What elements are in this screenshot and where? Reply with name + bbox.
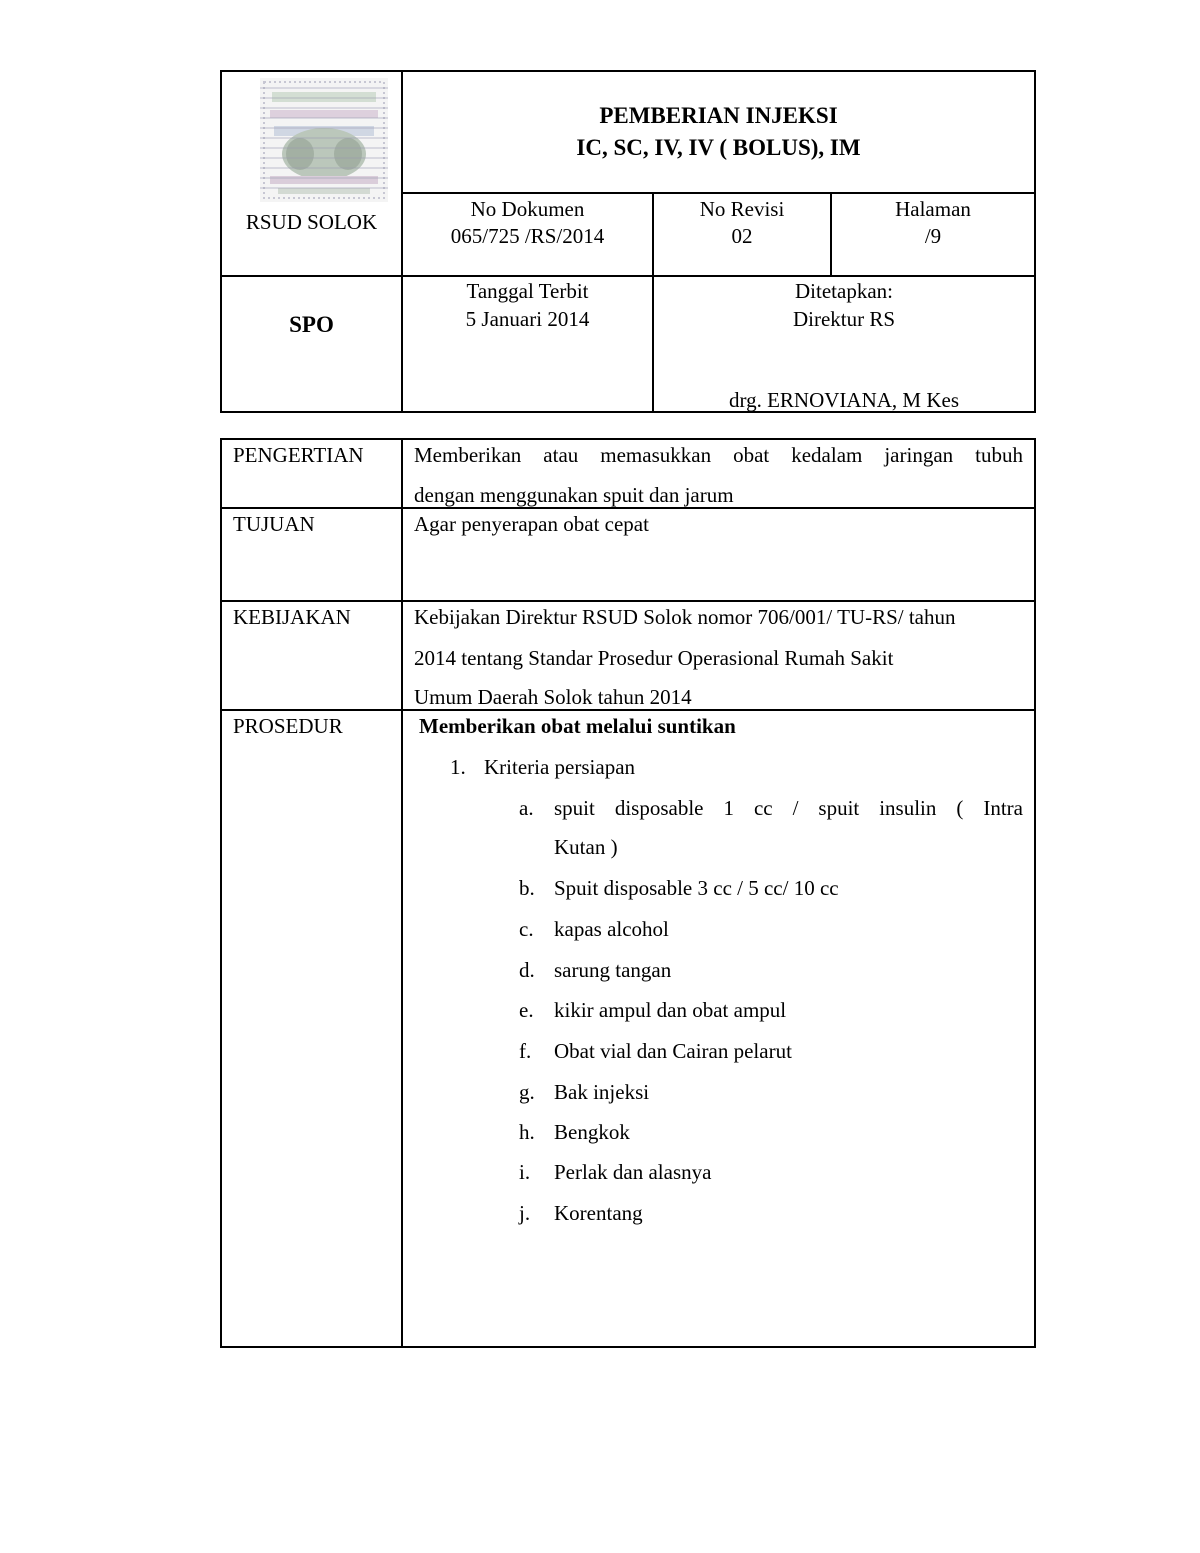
kebijakan-line3: Umum Daerah Solok tahun 2014: [414, 685, 692, 709]
institution-name: RSUD SOLOK: [245, 210, 378, 234]
list-item-letter: i.: [519, 1160, 531, 1184]
doc-title-line1: PEMBERIAN INJEKSI: [599, 103, 838, 128]
header-border-right: [1034, 70, 1036, 413]
kebijakan-line2: 2014 tentang Standar Prosedur Operasional Rumah Sakit: [414, 646, 894, 670]
body-divider-col: [401, 438, 403, 1348]
list-item-letter: j.: [519, 1201, 531, 1225]
list-item: Korentang: [554, 1201, 643, 1225]
body-border-right: [1034, 438, 1036, 1348]
list-item: sarung tangan: [554, 958, 672, 982]
tujuan-text: Agar penyerapan obat cepat: [414, 512, 649, 536]
pengertian-line2: dengan menggunakan spuit dan jarum: [414, 483, 734, 507]
issue-date-label: Tanggal Terbit: [466, 279, 589, 303]
list-item: spuit disposable 1 cc / spuit insulin ( Intra: [554, 796, 1023, 820]
list-item: Bengkok: [554, 1120, 630, 1144]
list-item-letter: a.: [519, 796, 534, 820]
doc-title-line2: IC, SC, IV, IV ( BOLUS), IM: [576, 135, 861, 160]
list-item: Obat vial dan Cairan pelarut: [554, 1039, 792, 1063]
list-item: kapas alcohol: [554, 917, 669, 941]
established-label: Ditetapkan:: [795, 279, 893, 303]
body-border-left: [220, 438, 222, 1348]
row-divider-1: [220, 507, 1036, 509]
hospital-logo-icon: [260, 78, 388, 202]
row-divider-2: [220, 600, 1036, 602]
list-item: Perlak dan alasnya: [554, 1160, 712, 1184]
issue-date-value: 5 Januari 2014: [465, 307, 590, 331]
kebijakan-line1: Kebijakan Direktur RSUD Solok nomor 706/001/ TU-RS/ tahun: [414, 605, 956, 629]
body-border-bottom: [220, 1346, 1036, 1348]
doc-number-value: 065/725 /RS/2014: [450, 224, 605, 248]
header-divider-mid: [220, 275, 1036, 277]
revision-value: 02: [731, 224, 753, 248]
revision-label: No Revisi: [699, 197, 785, 221]
list-item: Bak injeksi: [554, 1080, 650, 1104]
kebijakan-label: KEBIJAKAN: [233, 605, 351, 629]
list-item-letter: f.: [519, 1039, 532, 1063]
header-divider-title: [401, 192, 1036, 194]
header-border-left: [220, 70, 222, 413]
list-item-letter: h.: [519, 1120, 535, 1144]
prosedur-heading: Memberikan obat melalui suntikan: [419, 714, 736, 738]
prosedur-label: PROSEDUR: [233, 714, 343, 738]
list-item-continuation: Kutan ): [554, 835, 618, 859]
doc-number-label: No Dokumen: [470, 197, 585, 221]
pengertian-line1: Memberikan atau memasukkan obat kedalam jaringan tubuh: [414, 443, 1023, 467]
body-border-top: [220, 438, 1036, 440]
list-item-letter: b.: [519, 876, 535, 900]
list-item-letter: c.: [519, 917, 534, 941]
step-number: 1.: [450, 755, 466, 779]
page-value: /9: [924, 224, 942, 248]
row-divider-3: [220, 709, 1036, 711]
list-item-letter: e.: [519, 998, 534, 1022]
established-value: Direktur RS: [792, 307, 896, 331]
header-border-top: [220, 70, 1036, 72]
pengertian-label: PENGERTIAN: [233, 443, 364, 467]
list-item: Spuit disposable 3 cc / 5 cc/ 10 cc: [554, 876, 839, 900]
list-item-letter: g.: [519, 1080, 535, 1104]
step-text: Kriteria persiapan: [484, 755, 636, 779]
tujuan-label: TUJUAN: [233, 512, 315, 536]
page-label: Halaman: [895, 197, 971, 221]
list-item: kikir ampul dan obat ampul: [554, 998, 787, 1022]
signer-name: drg. ERNOVIANA, M Kes: [728, 388, 959, 412]
spo-label: SPO: [289, 312, 334, 337]
list-item-letter: d.: [519, 958, 535, 982]
